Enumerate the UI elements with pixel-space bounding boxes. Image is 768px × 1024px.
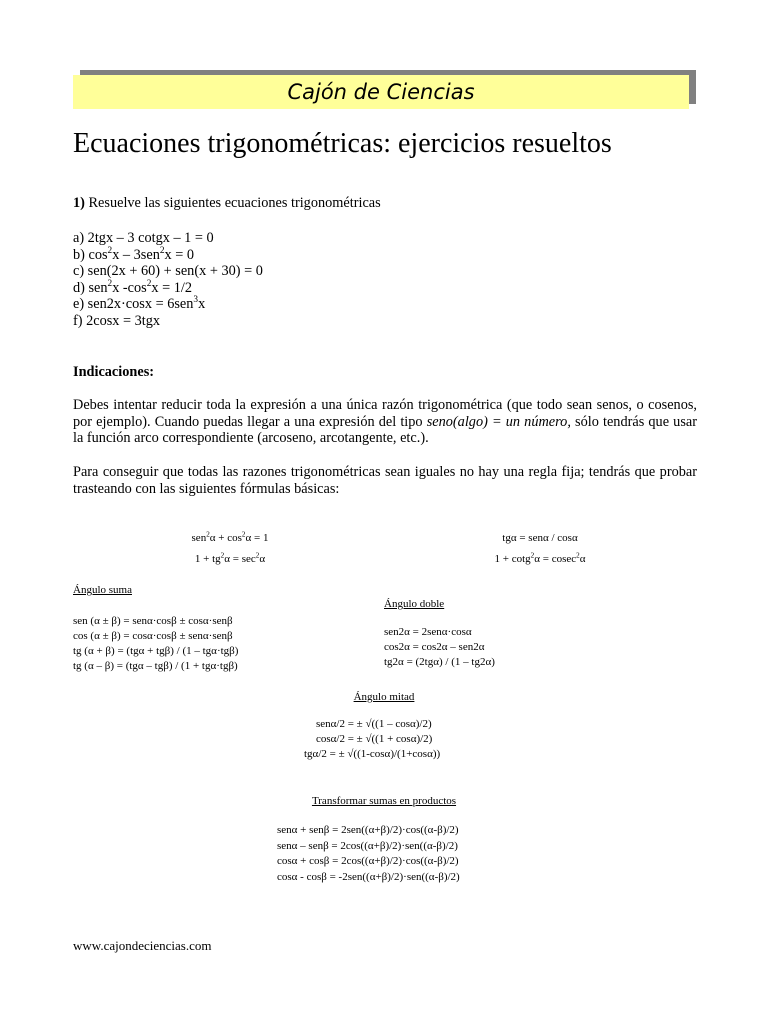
sum-formula-cos: cos (α ± β) = cosα·cosβ ± senα·senβ: [73, 630, 233, 642]
exercise-item-c: c) sen(2x + 60) + sen(x + 30) = 0: [73, 263, 263, 279]
exercise-item-a: a) 2tgx – 3 cotgx – 1 = 0: [73, 230, 214, 246]
products-formulas: [277, 823, 460, 885]
page-title: Ecuaciones trigonométricas: ejercicios resueltos: [73, 128, 612, 159]
double-formula-tg: tg2α = (2tgα) / (1 – tg2α): [384, 656, 495, 668]
formula-tan-sec: $1 + tg^2\alpha = \sec^2\alpha$: [194, 551, 266, 565]
exercise-item-f: f) 2cosx = 3tgx: [73, 312, 161, 329]
banner-title: Cajón de Ciencias: [287, 80, 475, 104]
half-formulas: [304, 717, 440, 762]
product-formula-1: senα + senβ = 2sen((α+β)/2)·cos((α-β)/2): [277, 824, 459, 836]
product-formula-4: cosα - cosβ = -2sen((α+β)/2)·sen((α-β)/2): [277, 870, 460, 883]
hints-heading: Indicaciones:: [73, 364, 155, 380]
half-formula-sen: senα/2 = ± √((1 – cosα)/2): [316, 718, 432, 730]
formula-pythagorean: $sen^2\alpha + \cos^2\alpha = 1$: [191, 530, 269, 544]
product-formula-2: senα – senβ = 2cos((α+β)/2)·sen((α-β)/2): [277, 839, 458, 852]
product-formula-3: cosα + cosβ = 2cos((α+β)/2)·cos((α-β)/2): [277, 855, 459, 867]
products-heading: Transformar sumas en productos: [311, 795, 457, 807]
exercise-number: 1): [73, 195, 85, 211]
sum-formula-tg-minus: tg (α – β) = (tgα – tgβ) / (1 + tgα·tgβ): [73, 660, 238, 672]
exercise-list: [73, 230, 263, 329]
double-formulas: [384, 625, 495, 670]
footer-url[interactable]: www.cajondeciencias.com: [73, 938, 212, 953]
half-formula-cos: cosα/2 = ± √((1 + cosα)/2): [316, 733, 433, 745]
half-heading: Ángulo mitad: [353, 691, 415, 703]
hints-paragraph-2: Para conseguir que todas las razones trigonométricas sean iguales no hay una regla fija; tendrás que probar trasteando con las siguientes fórmulas básicas:: [73, 464, 697, 497]
sum-heading: Ángulo suma: [73, 584, 132, 596]
formula-tangent: tgα = senα / cosα: [502, 532, 578, 544]
exercise-item-b: b) $\cos^2x - 3sen^2x = 0$: [73, 245, 194, 263]
double-formula-sen: sen2α = 2senα·cosα: [384, 626, 472, 638]
sum-formula-tg-plus: tg (α + β) = (tgα + tgβ) / (1 – tgα·tgβ): [73, 645, 239, 657]
sum-formulas: [73, 614, 238, 674]
sum-formula-sen: sen (α ± β) = senα·cosβ ± cosα·senβ: [73, 615, 233, 627]
exercise-statement: [73, 195, 381, 212]
formula-cot-cosec: 1 + cotg$^2$α = cosec$^2$α: [494, 551, 586, 565]
hints-paragraph-1: Debes intentar reducir toda la expresión a una única razón trigonométrica (que todo sean senos, o cosenos, por ejemplo). Cuando puedas llegar a una expresión del tipo seno(algo) = un número, sólo tendrás que usar la función arco correspondiente (arcoseno, arcotangente, etc.).: [73, 397, 697, 446]
half-formula-tg: tgα/2 = ± √((1-cosα)/(1+cosα)): [304, 748, 441, 760]
exercise-item-d: d) sen$^2$x $-\cos^2x = 1/2$: [73, 278, 193, 296]
double-formula-cos: cos2α = cos2α – sen2α: [384, 641, 485, 653]
exercise-text: Resuelve las siguientes ecuaciones trigonométricas: [88, 195, 381, 211]
exercise-item-e: e) sen2x·cosx = 6sen$^3$x: [73, 295, 206, 312]
double-heading: Ángulo doble: [384, 598, 445, 610]
site-banner: [73, 75, 689, 109]
